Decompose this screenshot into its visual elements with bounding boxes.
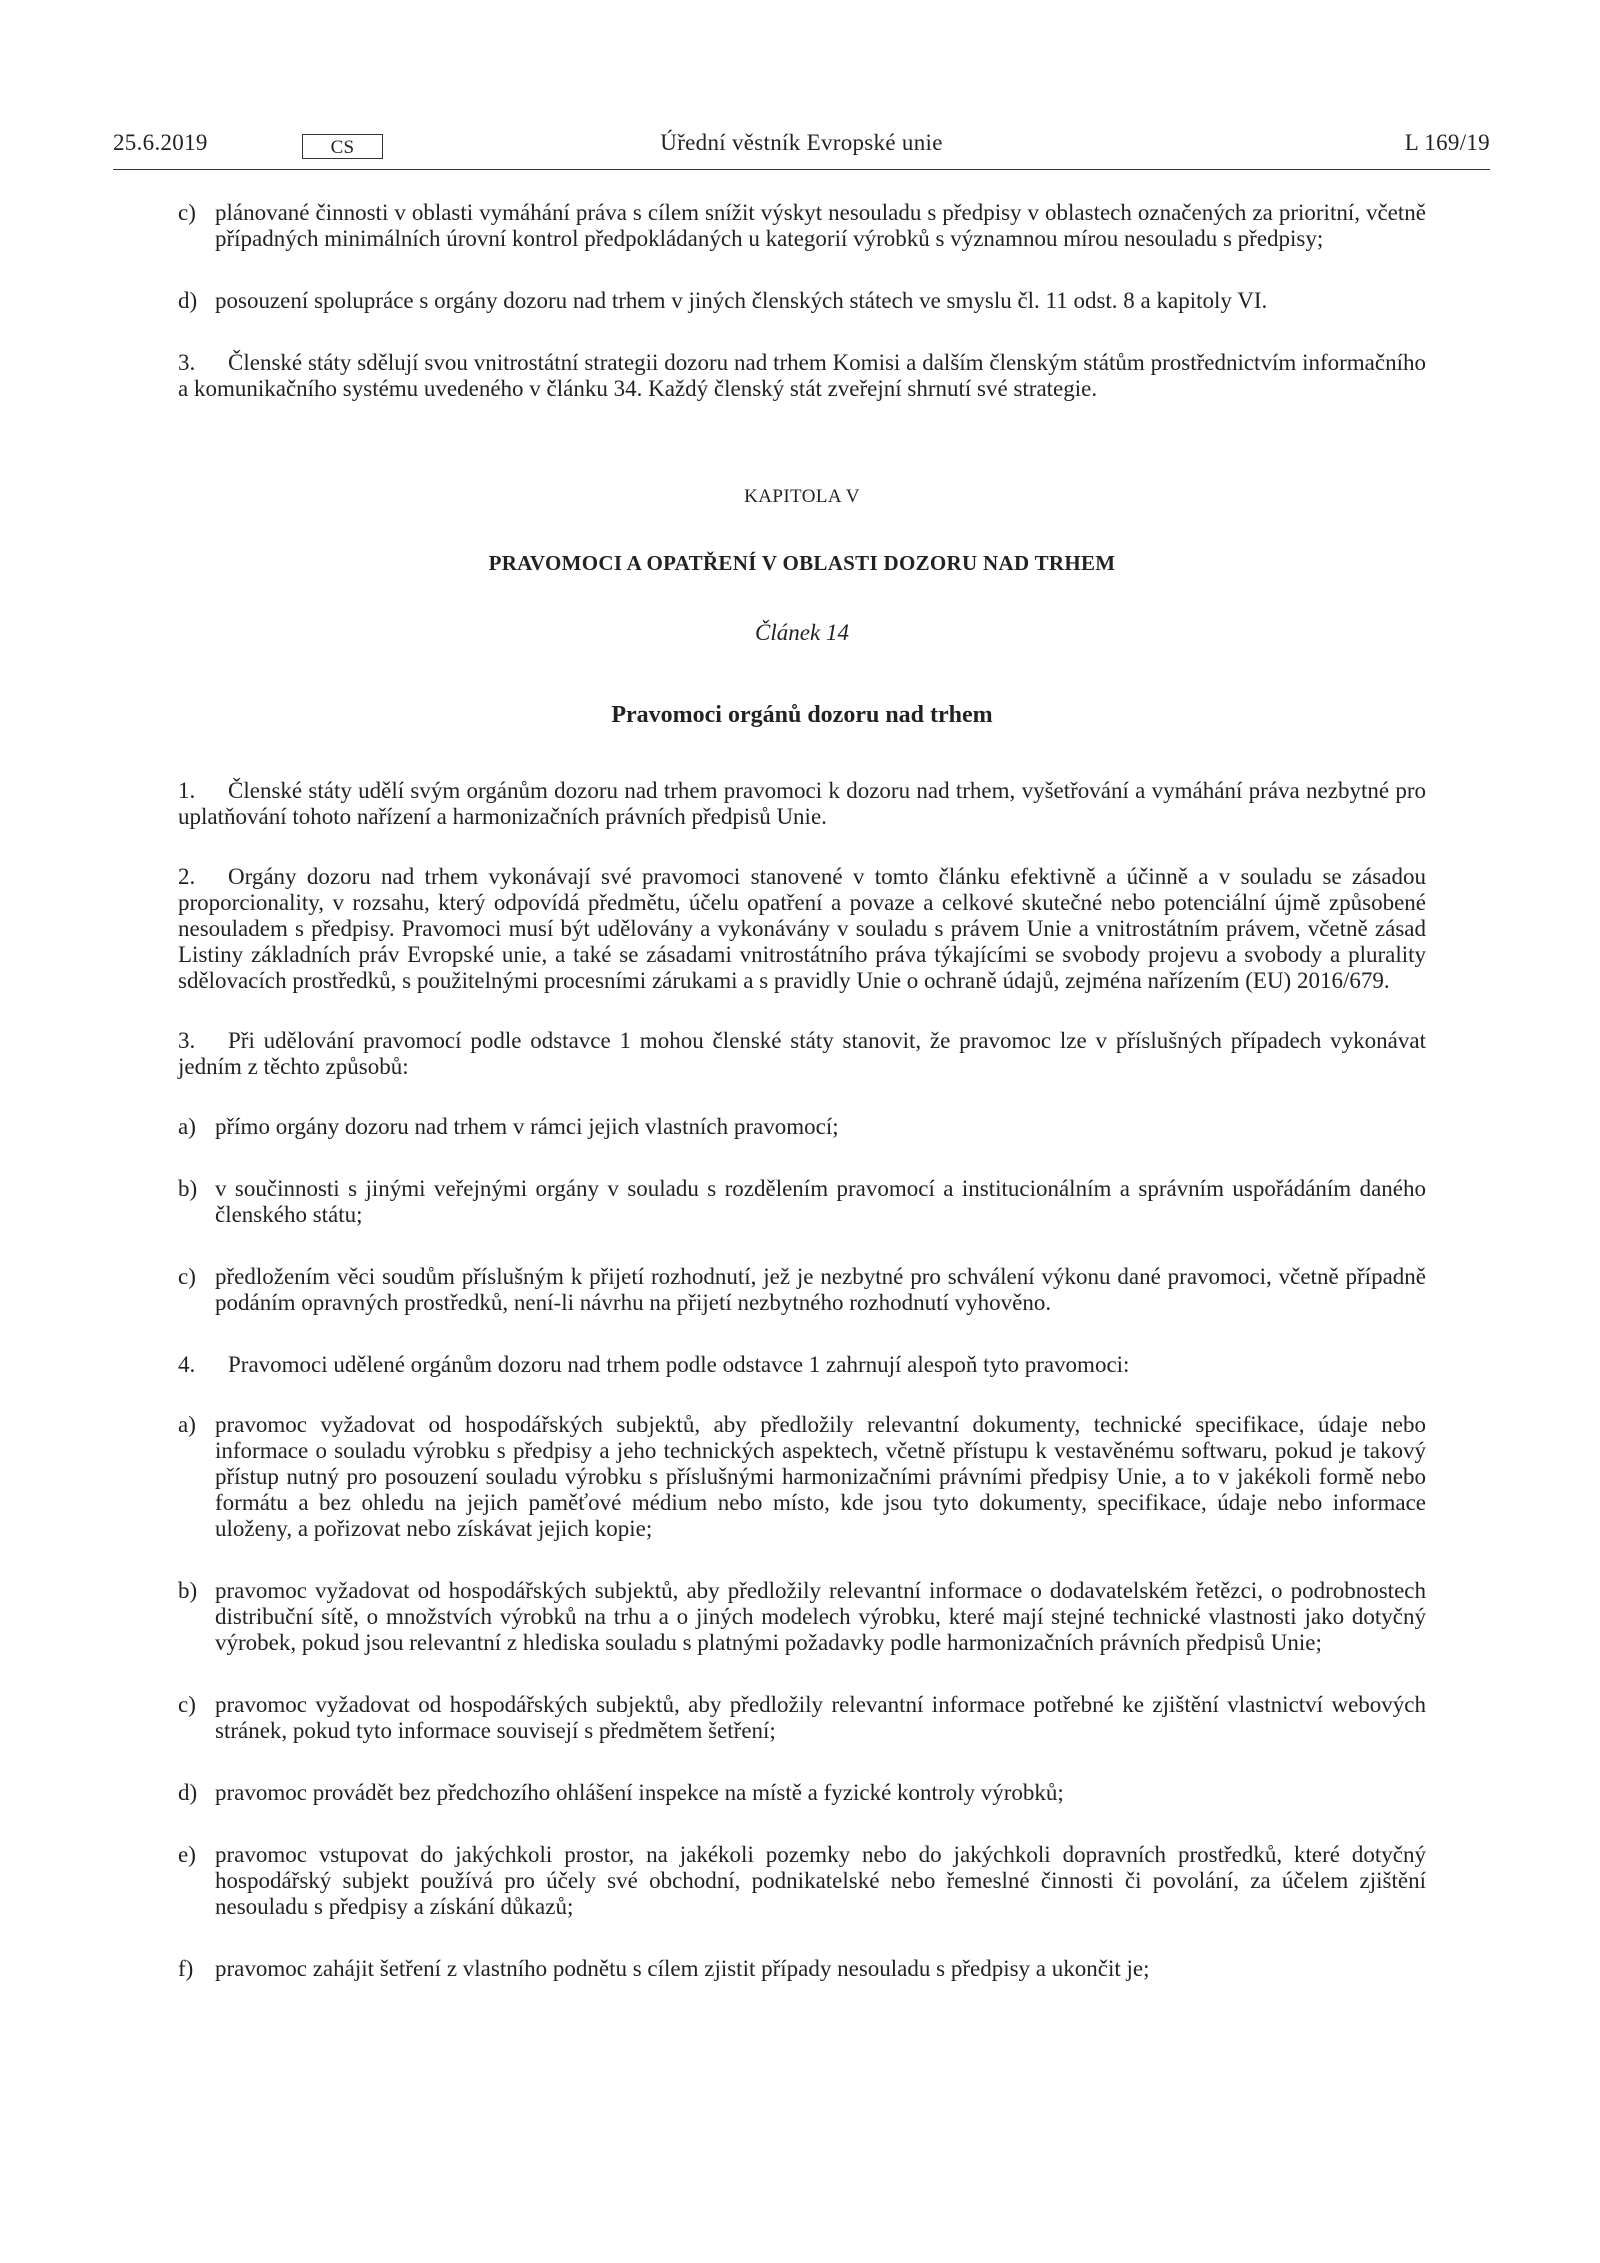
page-header (113, 130, 1490, 166)
chapter-label: KAPITOLA V (744, 486, 860, 507)
header-rule (113, 169, 1490, 170)
item-text: předložením věci soudům příslušným k přijetí rozhodnutí, jež je nezbytné pro schválení výkonu dané pravomoci, včetně případně podáním opravných prostředků, není-li návrhu na přijetí nezbytného rozhodnutí vyhověno. (215, 1264, 1426, 1315)
item-text: přímo orgány dozoru nad trhem v rámci jejich vlastních pravomocí; (215, 1114, 839, 1139)
paragraph-number: 2. (178, 864, 196, 889)
item-label: d) (178, 288, 198, 313)
paragraph-text: Při udělování pravomocí podle odstavce 1 mohou členské státy stanovit, že pravomoc lze v příslušných případech vykonávat jedním z těchto způsobů: (178, 1028, 1426, 1079)
paragraph (178, 864, 1426, 994)
item-label: b) (178, 1578, 198, 1603)
list-item (178, 1264, 1426, 1316)
paragraph (178, 350, 1426, 402)
item-text: pravomoc vyžadovat od hospodářských subjektů, aby předložily relevantní informace o dodavatelském řetězci, o podrobnostech distribuční sítě, o množstvích výrobků na trhu a o jiných modelech výrobku, které mají stejné technické vlastnosti jako dotyčný výrobek, pokud jsou relevantní z hlediska souladu s platnými požadavky podle harmonizačních právních předpisů Unie; (215, 1578, 1426, 1655)
item-label: f) (178, 1956, 194, 1981)
paragraph-number: 3. (178, 350, 196, 375)
item-text: posouzení spolupráce s orgány dozoru nad trhem v jiných členských státech ve smyslu čl. 11 odst. 8 a kapitoly VI. (215, 288, 1268, 313)
list-item (178, 1578, 1426, 1656)
chapter-title: PRAVOMOCI A OPATŘENÍ V OBLASTI DOZORU NAD TRHEM (488, 551, 1116, 575)
item-text: pravomoc provádět bez předchozího ohlášení inspekce na místě a fyzické kontroly výrobků; (215, 1780, 1064, 1805)
paragraph-number: 4. (178, 1352, 196, 1377)
list-item (178, 288, 1426, 314)
paragraph-text: Pravomoci udělené orgánům dozoru nad trhem podle odstavce 1 zahrnují alespoň tyto pravomoci: (228, 1352, 1130, 1377)
paragraph (178, 1028, 1426, 1080)
item-label: b) (178, 1176, 198, 1201)
page-number: L 169/19 (1404, 130, 1490, 155)
list-item (178, 1176, 1426, 1228)
paragraph-number: 3. (178, 1028, 196, 1053)
item-label: c) (178, 200, 196, 225)
header-date: 25.6.2019 (113, 130, 208, 155)
document-body (178, 200, 1426, 2018)
paragraph-text: Členské státy udělí svým orgánům dozoru nad trhem pravomoci k dozoru nad trhem, vyšetřování a vymáhání práva nezbytné pro uplatňování tohoto nařízení a harmonizačních právních předpisů Unie. (178, 778, 1426, 829)
item-text: pravomoc zahájit šetření z vlastního podnětu s cílem zjistit případy nesouladu s předpisy a ukončit je; (215, 1956, 1150, 1981)
paragraph-text: Orgány dozoru nad trhem vykonávají své pravomoci stanovené v tomto článku efektivně a účinně a v souladu se zásadou proporcionality, v rozsahu, který odpovídá předmětu, účelu opatření a povaze a celkové skutečné nebo potenciální újmě způsobené nesouladem s předpisy. Pravomoci musí být udělovány a vykonávány v souladu s právem Unie a vnitrostátním právem, včetně zásad Listiny základních práv Evropské unie, a také se zásadami vnitrostátního práva týkajícími se svobody projevu a svobody a plurality sdělovacích prostředků, s použitelnými procesními zárukami a s pravidly Unie o ochraně údajů, zejména nařízením (EU) 2016/679. (178, 864, 1426, 993)
list-item (178, 1842, 1426, 1920)
paragraph-text: Členské státy sdělují svou vnitrostátní strategii dozoru nad trhem Komisi a dalším členským státům prostřednictvím informačního a komunikačního systému uvedeného v článku 34. Každý členský stát zveřejní shrnutí své strategie. (178, 350, 1426, 401)
item-text: pravomoc vyžadovat od hospodářských subjektů, aby předložily relevantní informace potřebné ke zjištění vlastnictví webových stránek, pokud tyto informace souvisejí s předmětem šetření; (215, 1692, 1426, 1743)
item-label: d) (178, 1780, 198, 1805)
paragraph-number: 1. (178, 778, 196, 803)
list-item (178, 1692, 1426, 1744)
language-box: CS (302, 134, 383, 159)
list-item (178, 1956, 1426, 1982)
item-text: plánované činnosti v oblasti vymáhání práva s cílem snížit výskyt nesouladu s předpisy v oblastech označených za prioritní, včetně případných minimálních úrovní kontrol předpokládaných u kategorií výrobků s významnou mírou nesouladu s předpisy; (215, 200, 1426, 251)
paragraph (178, 1352, 1426, 1378)
list-item (178, 1412, 1426, 1542)
journal-title: Úřední věstník Evropské unie (660, 130, 943, 155)
list-item (178, 200, 1426, 252)
paragraph (178, 778, 1426, 830)
list-item (178, 1780, 1426, 1806)
item-label: e) (178, 1842, 196, 1867)
item-text: pravomoc vyžadovat od hospodářských subjektů, aby předložily relevantní dokumenty, technické specifikace, údaje nebo informace o souladu výrobku s předpisy a jeho technických aspektech, včetně přístupu k vestavěnému softwaru, pokud je takový přístup nutný pro posouzení souladu výrobku s příslušnými harmonizačními právními předpisy Unie, a to v jakékoli formě nebo formátu a bez ohledu na jejich paměťové médium nebo místo, kde jsou tyto dokumenty, specifikace, údaje nebo informace uloženy, a pořizovat nebo získávat jejich kopie; (215, 1412, 1426, 1541)
item-label: c) (178, 1264, 196, 1289)
item-text: pravomoc vstupovat do jakýchkoli prostor, na jakékoli pozemky nebo do jakýchkoli dopravních prostředků, které dotyčný hospodářský subjekt používá pro účely své obchodní, podnikatelské nebo řemeslné činnosti či povolání, za účelem zjištění nesouladu s předpisy a získání důkazů; (215, 1842, 1426, 1919)
item-label: c) (178, 1692, 196, 1717)
item-text: v součinnosti s jinými veřejnými orgány v souladu s rozdělením pravomocí a institucionálním a správním uspořádáním daného členského státu; (215, 1176, 1426, 1227)
article-title: Pravomoci orgánů dozoru nad trhem (611, 702, 993, 728)
article-number: Článek 14 (755, 620, 849, 645)
item-label: a) (178, 1114, 196, 1139)
list-item (178, 1114, 1426, 1140)
item-label: a) (178, 1412, 196, 1437)
